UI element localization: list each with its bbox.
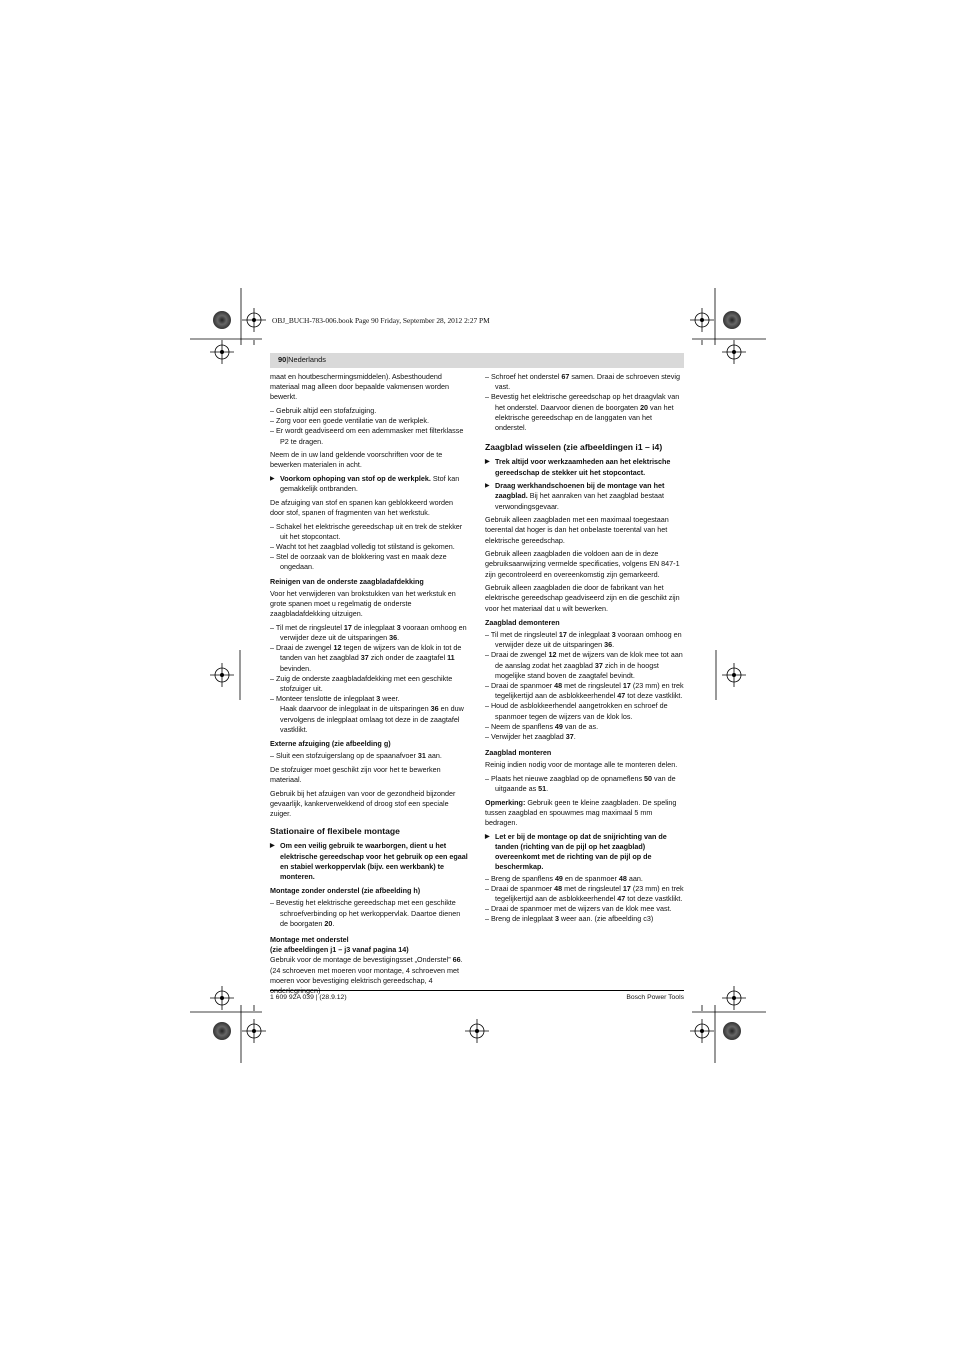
color-dot-mark: [213, 311, 231, 329]
list-item: – Schroef het onderstel 67 samen. Draai de schroeven stevig vast.: [485, 372, 680, 392]
list-item: – Breng de spanflens 49 en de spanmoer 48 aan.: [485, 873, 643, 883]
subheading: Zaagblad demonteren: [485, 617, 560, 627]
print-slug: OBJ_BUCH-783-006.book Page 90 Friday, September 28, 2012 2:27 PM: [272, 316, 490, 325]
paragraph: Voor het verwijderen van brokstukken van het werkstuk en grote spanen moet u regelmatig de onderste zaagbladafdekking uitzuigen.: [270, 588, 456, 619]
paragraph: Gebruik alleen zaagbladen met een maximaal toegestaan toerental dat hoger is dan het onbelaste toerental van het elektrische gereedschap.: [485, 515, 669, 545]
paragraph: Gebruik bij het afzuigen van voor de gezondheid bijzonder gevaarlijk, kankerverwekkend of droog stof een speciale zuiger.: [270, 788, 456, 819]
subheading: Montage met onderstel (zie afbeeldingen j1 – j3 vanaf pagina 14): [270, 935, 409, 955]
list-item: – Stel de oorzaak van de blokkering vast en maak deze ongedaan.: [270, 552, 447, 572]
section-heading: Zaagblad wisselen (zie afbeeldingen i1 – i4): [485, 442, 663, 453]
list-item: – Draai de spanmoer 48 met de ringsleutel 17 (23 mm) en trek tegelijkertijd aan de asblokkeerhendel 47 tot deze vastklikt.: [485, 681, 684, 701]
list-item: – Houd de asblokkeerhendel aangetrokken en schroef de spanmoer tegen de wijzers van de klok los.: [485, 701, 668, 721]
list-item: – Er wordt geadviseerd om een ademmasker met filterklasse P2 te dragen.: [270, 426, 464, 446]
subheading: Reinigen van de onderste zaagbladafdekking: [270, 576, 424, 586]
list-item: – Draai de zwengel 12 tegen de wijzers van de klok in tot de tanden van het zaagblad 37 zich onder de zaagtafel 11 bevinden.: [270, 643, 462, 673]
color-dot-mark: [723, 311, 741, 329]
list-item: – Til met de ringsleutel 17 de inlegplaat 3 vooraan omhoog en verwijder deze uit de uitsparingen 36.: [270, 622, 467, 643]
list-item: – Zorg voor een goede ventilatie van de werkplek.: [270, 416, 430, 426]
list-item: – Draai de spanmoer met de wijzers van de klok mee vast.: [485, 904, 672, 914]
list-item: – Breng de inlegplaat 3 weer aan. (zie afbeelding c3): [485, 914, 654, 924]
header-separator: |: [286, 355, 289, 364]
paragraph: De afzuiging van stof en spanen kan geblokkeerd worden door stof, spanen of fragmenten van het werkstuk.: [270, 497, 454, 517]
list-item: – Bevestig het elektrische gereedschap met een geschikte schroefverbinding op het werkoppervlak. Daartoe dienen de boorgaten 20.: [270, 898, 461, 928]
right-column: [485, 372, 684, 925]
left-column: [270, 372, 469, 1000]
warning-item: ▶ Om een veilig gebruik te waarborgen, dient u het elektrische gereedschap voor het gebruik op een egaal en stabiel werkoppervlak (bijv. een werkbank) te monteren.: [270, 841, 469, 882]
list-item: – Draai de spanmoer 48 met de ringsleutel 17 (23 mm) en trek tegelijkertijd aan de asblokkeerhendel 47 tot deze vastklikt.: [485, 883, 684, 904]
list-item: – Verwijder het zaagblad 37.: [485, 732, 576, 742]
note-paragraph: Opmerking: Gebruik geen te kleine zaagbladen. De speling tussen zaagblad en spouwmes mag maximaal 5 mm bedragen.: [485, 797, 677, 828]
list-item-continuation: Haak daarvoor de inlegplaat in de uitsparingen 36 en duw vervolgens de inlegplaat omlaag tot deze in de zaagtafel vastklikt.: [280, 704, 464, 734]
footer-document-number: 1 609 92A 039 | (28.9.12): [270, 994, 347, 1001]
paragraph: Neem de in uw land geldende voorschriften voor de te bewerken materialen in acht.: [270, 450, 443, 470]
paragraph: Gebruik voor de montage de bevestigingsset „Onderstel” 66. (24 schroeven met moeren voor montage, 4 schroeven met moeren voor bevestiging elektrisch gereedschap, 4 onderlegringen): [270, 955, 463, 996]
page-number: 90: [278, 355, 287, 364]
warning-item: ▶ Draag werkhandschoenen bij de montage van het zaagblad. Bij het aanraken van het zaagblad bestaat verwondingsgevaar.: [485, 481, 684, 512]
list-item: – Zuig de onderste zaagbladafdekking met een geschikte stofzuiger uit.: [270, 673, 453, 694]
subheading: Montage zonder onderstel (zie afbeelding h): [270, 886, 421, 896]
footer-rule: [270, 990, 684, 991]
paragraph: De stofzuiger moet geschikt zijn voor het te bewerken materiaal.: [270, 764, 441, 785]
list-item: – Neem de spanflens 49 van de as.: [485, 721, 599, 731]
header-language: Nederlands: [288, 355, 326, 364]
warning-item: ▶ Voorkom ophoping van stof op de werkplek. Stof kan gemakkelijk ontbranden.: [270, 474, 469, 494]
list-item: – Sluit een stofzuigerslang op de spaanafvoer 31 aan.: [270, 751, 442, 761]
color-dot-mark: [723, 1022, 741, 1040]
paragraph: Reinig indien nodig voor de montage alle te monteren delen.: [485, 760, 678, 770]
footer-brand: Bosch Power Tools: [626, 994, 684, 1001]
section-heading: Stationaire of flexibele montage: [270, 826, 400, 837]
warning-item: ▶ Let er bij de montage op dat de snijrichting van de tanden (richting van de pijl op het zaagblad) overeenkomt met de richting van de pijl op de beschermkap.: [485, 832, 684, 873]
page-header: [270, 353, 684, 368]
list-item: – Schakel het elektrische gereedschap uit en trek de stekker uit het stopcontact.: [270, 521, 463, 541]
list-item: – Til met de ringsleutel 17 de inlegplaat 3 vooraan omhoog en verwijder deze uit de uitsparingen 36.: [485, 630, 682, 650]
list-item: – Draai de zwengel 12 met de wijzers van de klok mee tot aan de aanslag zodat het zaagblad 37 zich in de hoogst mogelijke stand boven de zaagtafel bevindt.: [485, 650, 683, 680]
paragraph: maat en houtbeschermingsmiddelen). Asbesthoudend materiaal mag alleen door bepaalde vakmensen worden bewerkt.: [270, 372, 449, 402]
list-item: – Gebruik altijd een stofafzuiging.: [270, 406, 377, 415]
list-item: – Plaats het nieuwe zaagblad op de opnameflens 50 van de uitgaande as 51.: [485, 774, 676, 794]
paragraph: Gebruik alleen zaagbladen die voldoen aan de in deze gebruiksaanwijzing vermelde specificaties, volgens EN 847-1 zijn gecontroleerd en overeenkomstig zijn gemarkeerd.: [485, 549, 680, 579]
paragraph: Gebruik alleen zaagbladen die door de fabrikant van het elektrische gereedschap geadviseerd zijn en die geschikt zijn voor het materiaal dat u wilt bewerken.: [485, 583, 680, 613]
list-item: – Monteer tenslotte de inlegplaat 3 weer.: [270, 694, 400, 704]
subheading: Zaagblad monteren: [485, 748, 552, 758]
color-dot-mark: [213, 1022, 231, 1040]
list-item: – Wacht tot het zaagblad volledig tot stilstand is gekomen.: [270, 542, 455, 551]
warning-item: ▶ Trek altijd voor werkzaamheden aan het elektrische gereedschap de stekker uit het stopcontact.: [485, 457, 684, 477]
subheading: Externe afzuiging (zie afbeelding g): [270, 739, 391, 749]
list-item: – Bevestig het elektrische gereedschap op het draagvlak van het onderstel. Daarvoor dienen de boorgaten 20 van het elektrische gereedschap en de langgaten van het onderstel.: [485, 392, 680, 433]
